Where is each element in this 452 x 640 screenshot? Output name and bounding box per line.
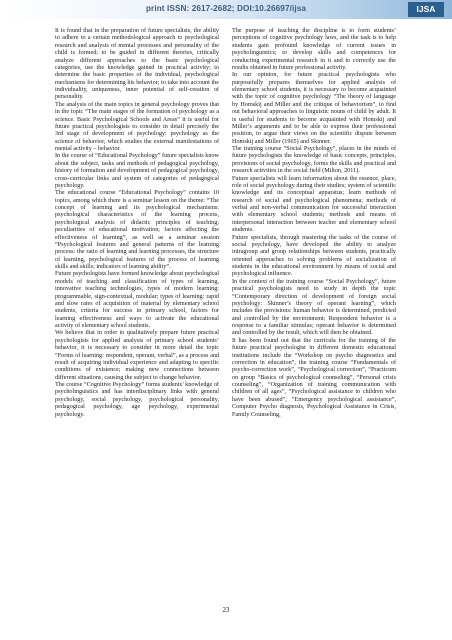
paragraph: The analysis of the main topics in general psychology proves that in the topic “The main stages of the formation of psychology as a science. Basic Psychological Schools and Areas” it is useful for future practical psychologists to consider in detail precisely the 3rd stage of development of psychology: psychology as the science of behavior, which studies the external manifestations of mental activity – behavior.	[55, 100, 219, 152]
paragraph: In our opinion, for future practical psychologists who purposefully prepares themselves for applied analysis of elementary school students, it is necessary to become acquainted with the topic of cognitive psychology “The theory of language by Homskij and Miller and the critique of behaviorism”, to find out behavioral approaches to linguistic nouns of child by adult. It is useful for students to become acquainted with Homskij and Miller’s arguments and to be able to express their professional position, to argue their views on the scientific dispute between Homskij and Miller (1965) and Skinner.	[232, 71, 396, 145]
paragraph: The training course “Social Psychology”, places in the minds of future psychologists the knowledge of basic concepts, principles, provisions of social psychology, forms the skills and practical and research activities in the social field (Milton, 2011).	[232, 145, 396, 175]
paragraph: It has been found out that the curricula for the training of the future practical psychologist in different domestic educational institutions include the “Workshop on psycho diagnostics and correction in education”, the training course “Fundamentals of psycho-correction work”, “Psychological correction”, “Practicum on group “Basics of psychological counseling”, “Personal crisis counseling”, “Organization of training communication with children of all ages”, “Psychological assistance to children who have been abused”, “Emergency psychological assistance”, Computer Psycho diagnosis, Psychological Assistance in Crisis, Family Counseling,	[232, 336, 396, 418]
paragraph: The purpose of teaching the discipline is to form students’ perceptions of cognitive psychology laws, and the task is to help students gain profound knowledge of current issues in psycholinguistics; to develop skills and competences for conducting experimental research in it and to correctly use the results obtained in future professional activity.	[232, 27, 396, 71]
paragraph: Future specialists, through mastering the tasks of the course of social psychology, have developed the ability to analyze intragroup and group relationships between students, practically oriented approaches to solving problems of socialization of students in the educational environment by means of social and psychological influence.	[232, 233, 396, 278]
paragraph: It is found that in the preparation of future specialists, the ability to adhere to a certain methodological approach to psychological research and analysis of mental processes and personality of the child is formed; to be guided in different theories, critically analyze different approaches to the basic psychological categories, use the knowledge gained in practical activity; to determine the basic properties of the individual, psychological mechanisms for determining his behavior; to take into account the individuality, uniqueness, inner potential of self-creation of personality.	[55, 27, 219, 101]
paragraph: Future specialists will learn information about the essence, place, role of social psychology during their studies; system of scientific knowledge and its conceptual apparatus; learn methods of research of social and psychological phenomena; methods of verbal and non-verbal communication for successful interaction with elementary school students; methods and means of interpersonal interaction between teacher and elementary school students.	[232, 174, 396, 234]
paragraph: In the course of “Educational Psychology” future specialists know about the subject, tasks and methods of pedagogical psychology, history of formation and development of pedagogical psychology, cross-curricular links and system of categories of pedagogical psychology.	[55, 152, 219, 189]
journal-badge: IJSA	[408, 2, 444, 17]
journal-issn-doi: print ISSN: 2617-2682; DOI:10.26697/ijsa	[145, 4, 307, 13]
left-text-column	[55, 27, 219, 607]
paragraph: The course “Cognitive Psychology” forms students’ knowledge of psycholinguistics and has interdisciplinary links with general psychology, social psychology, psychological personality, pedagogical psychology, age psychology, experimental psychology.	[55, 381, 219, 418]
paragraph: The educational course “Educational Psychology” contains 10 topics, among which there is a seminar lesson on the theme: “The concept of learning and its psychological mechanisms: psychological characteristics of the learning process, psychological analysis of didactic principles of teaching; peculiarities of educational motivation; factors affecting the effectiveness of learning”, as well as a seminar session “Psychological features and general patterns of the learning process: the ratio of learning and learning processes, the structure of learning, psychological features of the process of learning skills and skills; indicators of learning ability”.	[55, 189, 219, 270]
paragraph: We believe that in order to qualitatively prepare future practical psychologists for applied analysis of primary school students’ behavior, it is necessary to consider in more detail the topic “Forms of learning: respondent, operant, verbal”, as a process and result of acquiring individual experience and adapting to specific conditions of existence; making new connections between different situations, causing the subject to change behavior.	[55, 329, 219, 381]
paragraph: Future psychologists have formed knowledge about psychological models of teaching and classification of types of learning, innovative teaching technologies, types of modern learning: programmable, sign-contextual, modular; types of learning: rapid and slow rates of acquisition of material by elementary school students, criteria for success in primary school, factors for learning effectiveness and ways to activate the educational activity of elementary school students.	[55, 270, 219, 329]
page-number: 23	[222, 606, 230, 614]
paragraph: In the context of the training course “Social Psychology”, future practical psychologists need to study in depth the topic “Contemporary direction of development of foreign social psychology: Skinner’s theory of operant learning”, which includes the provisions: human behavior is determined, predicted and controlled by the environment; Respondent behavior is a response to a familiar stimulus; operant behavior is determined and controlled by the result, which will then be obtained.	[232, 277, 396, 337]
right-text-column	[232, 27, 396, 607]
